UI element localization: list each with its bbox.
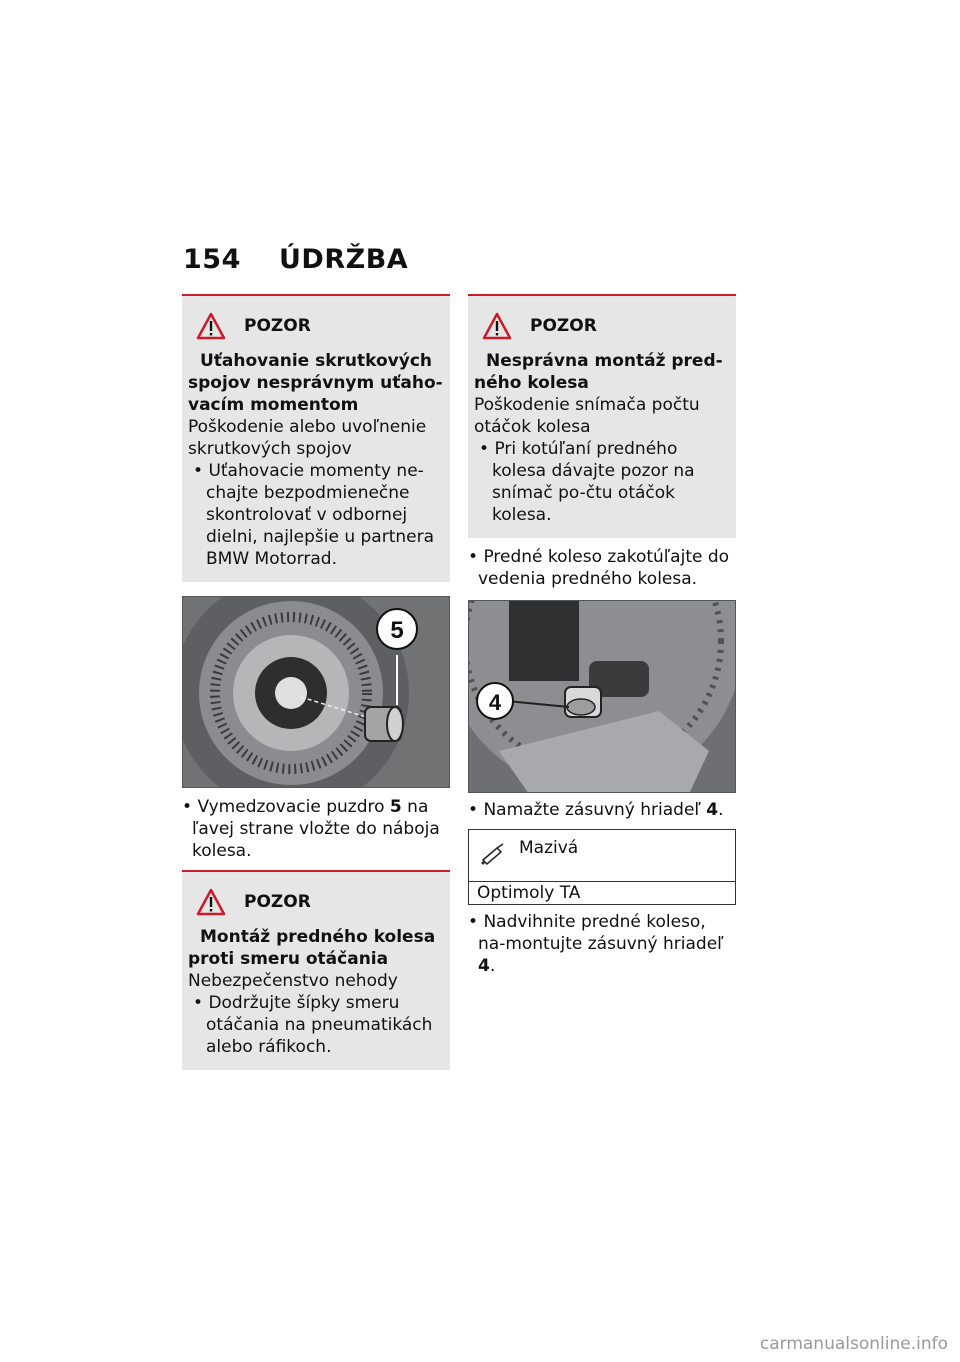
warning-text: Poškodenie alebo uvoľnenie skrutkových spojov (188, 417, 427, 459)
warning-icon (196, 312, 226, 340)
warning-icon (482, 312, 512, 340)
section-title: ÚDRŽBA (279, 244, 409, 275)
axle-photo (468, 600, 736, 793)
warning-subtitle: Nesprávna montáž pred-ného kolesa (474, 351, 723, 393)
warning-item: • Pri kotúľaní predného kolesa dávajte pozor na snímač po-čtu otáčok kolesa. (479, 439, 695, 525)
warning-text: Nebezpečenstvo nehody (188, 971, 398, 991)
warning-subtitle: Montáž predného kolesa proti smeru otáčania (188, 927, 436, 969)
page-header (183, 244, 408, 275)
warning-subtitle: Uťahovanie skrutkových spojov nesprávnym uťaho-vacím momentom (188, 351, 443, 415)
page-number: 154 (183, 244, 241, 275)
lubricant-table (468, 829, 736, 905)
warning-header (474, 310, 730, 342)
warning-box (468, 294, 736, 538)
instruction-step: • Predné koleso zakotúľajte do vedenia predného kolesa. (468, 547, 730, 589)
instruction-step: • Vymedzovacie puzdro 5 na ľavej strane vložte do náboja kolesa. (182, 797, 440, 861)
warning-item: • Dodržujte šípky smeru otáčania na pneumatikách alebo ráfikoch. (193, 993, 433, 1057)
lubricant-value: Optimoly TA (477, 883, 581, 903)
warning-title: POZOR (530, 316, 597, 336)
warning-text: Poškodenie snímača počtu otáčok kolesa (474, 395, 700, 437)
figure-callout: 5 (390, 617, 404, 644)
lubricant-header (469, 830, 735, 882)
warning-item: • Uťahovacie momenty ne-chajte bezpodmienečne skontrolovať v odbornej dielni, najlepšie u partnera BMW Motorrad. (193, 461, 435, 569)
warning-icon (196, 888, 226, 916)
left-column (182, 294, 450, 1070)
warning-title: POZOR (244, 316, 311, 336)
instruction-step: • Nadvihnite predné koleso, na-montujte zásuvný hriadeľ 4. (468, 912, 724, 976)
warning-box (182, 294, 450, 582)
warning-header (188, 310, 444, 342)
figure-callout: 4 (488, 690, 502, 715)
oil-can-icon (479, 842, 507, 866)
warning-title: POZOR (244, 892, 311, 912)
watermark-text: carmanualsonline.info (759, 1334, 948, 1354)
lubricant-title: Mazivá (519, 838, 579, 858)
wheel-hub-photo (182, 596, 450, 788)
warning-header (188, 886, 444, 918)
right-column (468, 294, 736, 977)
warning-box (182, 870, 450, 1070)
instruction-step: • Namažte zásuvný hriadeľ 4. (468, 800, 724, 820)
